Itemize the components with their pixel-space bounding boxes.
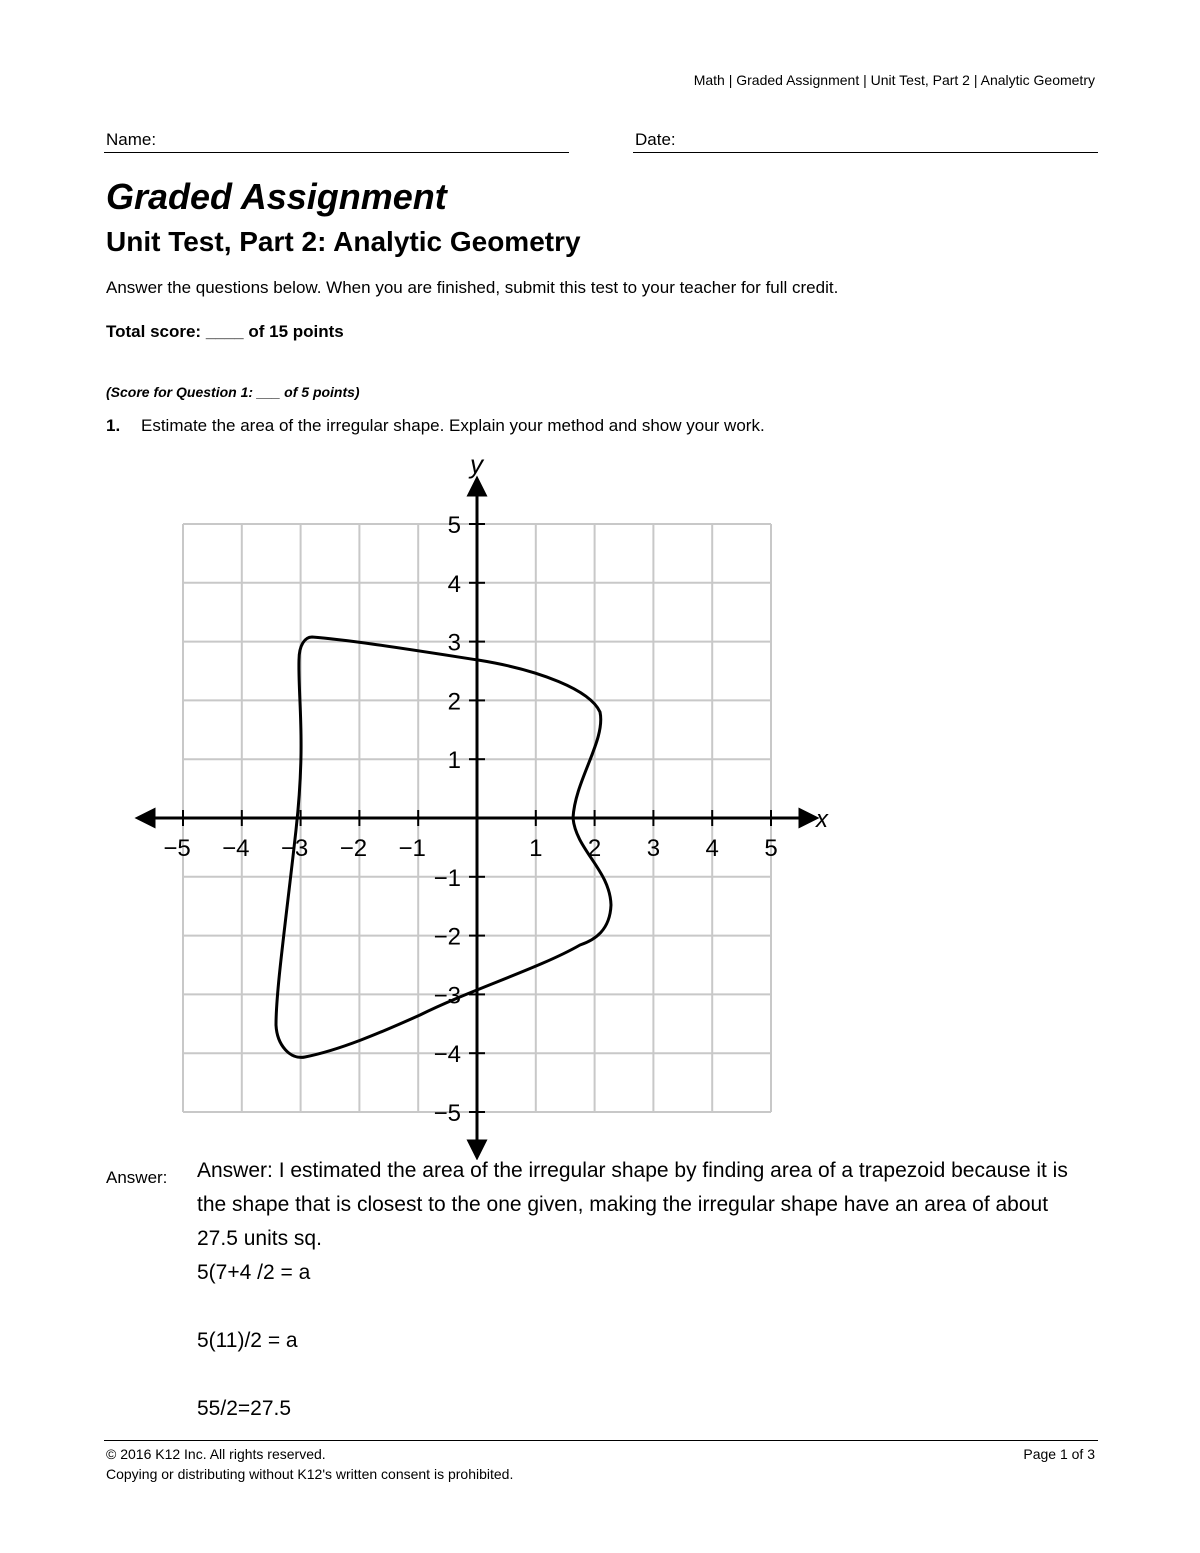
answer-line: 55/2=27.5: [197, 1397, 292, 1420]
y-tick-label: 4: [447, 570, 461, 598]
footer-copyright: © 2016 K12 Inc. All rights reserved.: [106, 1446, 326, 1462]
coordinate-graph: [0, 440, 900, 1160]
x-tick-label: 1: [529, 835, 543, 862]
question-text: Estimate the area of the irregular shape. Explain your method and show your work.: [141, 416, 765, 435]
x-tick-label: 2: [587, 835, 602, 862]
x-tick-label: −2: [339, 835, 368, 862]
x-tick-label: −1: [398, 835, 426, 862]
question-number: 1.: [106, 416, 121, 435]
y-tick-label: −5: [433, 1100, 461, 1127]
footer-consent: Copying or distributing without K12's written consent is prohibited.: [106, 1466, 514, 1482]
graph-axes: [145, 486, 809, 1150]
answer-line: 5(11)/2 = a: [197, 1329, 298, 1352]
y-tick-label: 5: [447, 512, 461, 539]
x-tick-label: −5: [163, 835, 191, 862]
y-tick-label: −3: [433, 982, 461, 1010]
x-tick-label: −3: [280, 835, 309, 862]
y-tick-label: −4: [433, 1041, 461, 1069]
answer-line: 5(7+4 /2 = a: [197, 1261, 311, 1284]
date-label: Date:: [635, 130, 676, 149]
x-axis-label: x: [816, 806, 828, 833]
y-tick-label: −1: [433, 864, 461, 892]
y-axis-label: y: [470, 449, 483, 479]
total-score: Total score: ____ of 15 points: [106, 322, 344, 341]
x-tick-label: 3: [646, 835, 661, 862]
footer-divider: [104, 1440, 1098, 1441]
y-tick-label: −2: [433, 923, 461, 951]
instructions-text: Answer the questions below. When you are finished, submit this test to your teacher for full credit.: [106, 278, 839, 297]
header-breadcrumb: Math | Graded Assignment | Unit Test, Part 2 | Analytic Geometry: [693, 72, 1095, 88]
page-number: Page 1 of 3: [1023, 1446, 1095, 1462]
y-tick-label: 2: [447, 688, 461, 716]
date-field[interactable]: [633, 152, 1098, 153]
name-field[interactable]: [104, 152, 569, 153]
answer-label: Answer:: [106, 1168, 168, 1187]
answer-line: Answer: I estimated the area of the irregular shape by finding area of a trapezoid because it is: [197, 1159, 1068, 1182]
question-score: (Score for Question 1: ___ of 5 points): [106, 384, 360, 400]
x-tick-label: 4: [705, 835, 719, 862]
answer-line: [197, 1290, 1187, 1324]
answer-text[interactable]: [197, 1154, 1187, 1426]
page-subtitle: Unit Test, Part 2: Analytic Geometry: [106, 226, 581, 257]
y-tick-label: 3: [447, 629, 461, 657]
answer-line: [197, 1358, 1187, 1392]
name-label: Name:: [106, 130, 157, 149]
x-tick-label: −4: [222, 835, 250, 862]
answer-line: the shape that is closest to the one given, making the irregular shape have an area of about: [197, 1193, 1049, 1216]
x-tick-label: 5: [764, 835, 778, 862]
y-tick-label: 1: [447, 747, 461, 775]
page-title: Graded Assignment: [106, 176, 447, 217]
answer-line: 27.5 units sq.: [197, 1227, 322, 1250]
